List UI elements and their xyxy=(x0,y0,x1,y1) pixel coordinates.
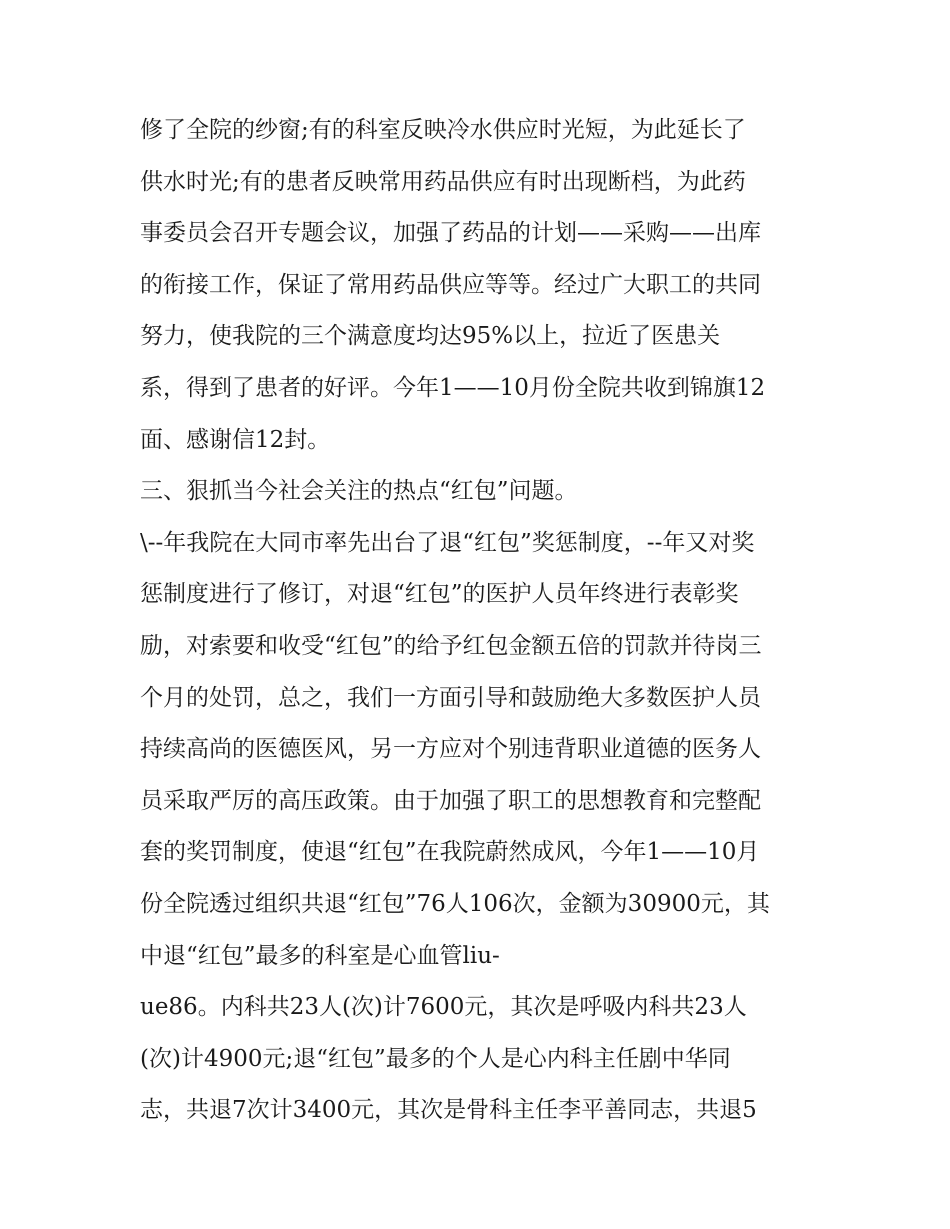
text-line: \--年我院在大同市率先出台了退“红包”奖惩制度，--年又对奖 xyxy=(140,529,755,556)
text-line: ue86。内科共23人(次)计7600元，其次是呼吸内科共23人 xyxy=(140,994,747,1021)
text-line: 持续高尚的医德医风，另一方应对个别违背职业道德的医务人 xyxy=(140,736,761,763)
text-line: 个月的处罚，总之，我们一方面引导和鼓励绝大多数医护人员 xyxy=(140,684,761,711)
text-line: 的衔接工作，保证了常用药品供应等等。经过广大职工的共同 xyxy=(140,271,761,298)
text-line: 中退“红包”最多的科室是心血管liu- xyxy=(140,942,500,969)
text-line: (次)计4900元;退“红包”最多的个人是心内科主任剧中华同 xyxy=(140,1045,731,1072)
text-line: 事委员会召开专题会议，加强了药品的计划——采购——出库 xyxy=(140,220,761,247)
text-line: 惩制度进行了修订，对退“红包”的医护人员年终进行表彰奖 xyxy=(140,581,739,608)
text-line: 员采取严厉的高压政策。由于加强了职工的思想教育和完整配 xyxy=(140,787,761,814)
text-line: 份全院透过组织共退“红包”76人106次，金额为30900元，其 xyxy=(140,890,770,917)
text-line: 修了全院的纱窗;有的科室反映冷水供应时光短，为此延长了 xyxy=(140,117,746,143)
text-line: 套的奖罚制度，使退“红包”在我院蔚然成风，今年1——10月 xyxy=(140,839,760,866)
text-line: 供水时光;有的患者反映常用药品供应有时出现断档，为此药 xyxy=(140,168,746,195)
text-line: 励，对索要和收受“红包”的给予红包金额五倍的罚款并待岗三 xyxy=(140,632,762,659)
section-heading: 三、狠抓当今社会关注的热点“红包”问题。 xyxy=(140,478,578,505)
document-body xyxy=(140,105,830,1137)
text-line: 努力，使我院的三个满意度均达95%以上，拉近了医患关 xyxy=(140,323,721,350)
text-line: 面、感谢信12封。 xyxy=(140,426,331,453)
text-line: 系，得到了患者的好评。今年1——10月份全院共收到锦旗12 xyxy=(140,374,766,401)
text-line: 志，共退7次计3400元，其次是骨科主任李平善同志，共退5 xyxy=(140,1097,757,1124)
